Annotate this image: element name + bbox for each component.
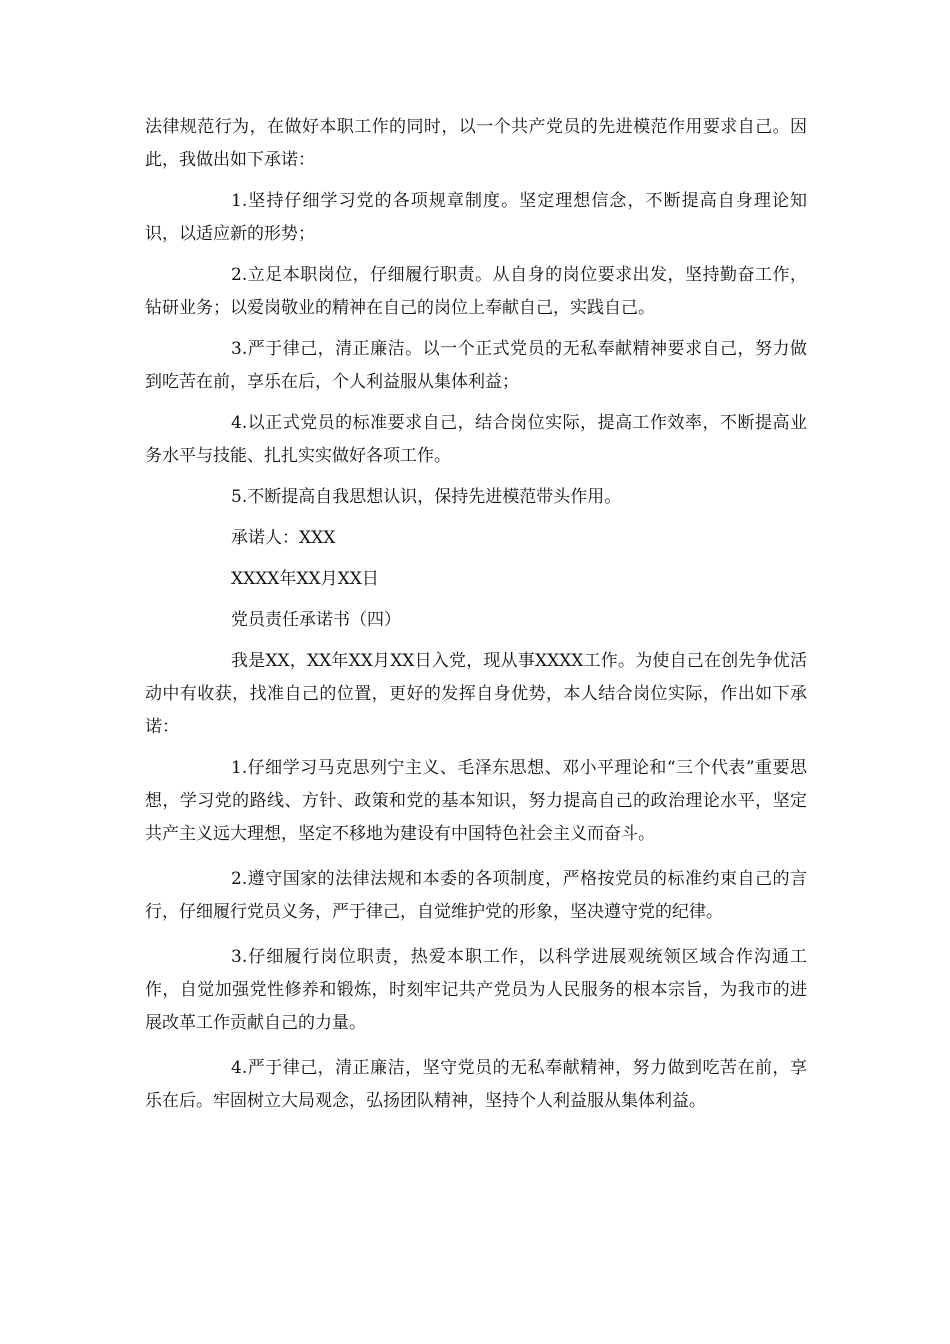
paragraph-pledge-1: 1.坚持仔细学习党的各项规章制度。坚定理想信念，不断提高自身理论知识，以适应新的形势； [145, 191, 807, 244]
section-title: 党员责任承诺书（四） [231, 610, 401, 630]
paragraph-section-pledge-3: 3.仔细履行岗位职责，热爱本职工作，以科学进展观统领区域合作沟通工作，自觉加强党性修养和锻炼，时刻牢记共产党员为人民服务的根本宗旨，为我市的进展改革工作贡献自己的力量。 [145, 947, 807, 1033]
paragraph-pledge-4: 4.以正式党员的标准要求自己，结合岗位实际，提高工作效率，不断提高业务水平与技能、扎扎实实做好各项工作。 [145, 413, 807, 466]
paragraph-section-pledge-2: 2.遵守国家的法律法规和本委的各项制度，严格按党员的标准约束自己的言行，仔细履行党员义务，严于律己，自觉维护党的形象，坚决遵守党的纪律。 [145, 869, 807, 922]
paragraph-pledge-5: 5.不断提高自我思想认识，保持先进模范带头作用。 [231, 487, 622, 507]
paragraph-section-pledge-1: 1.仔细学习马克思列宁主义、毛泽东思想、邓小平理论和“三个代表”重要思想，学习党的路线、方针、政策和党的基本知识，努力提高自己的政治理论水平，坚定共产主义远大理想，坚定不移地为建设有中国特色社会主义而奋斗。 [145, 758, 807, 844]
paragraph-section-intro: 我是XX，XX年XX月XX日入党，现从事XXXX工作。为使自己在创先争优活动中有收获，找准自己的位置，更好的发挥自身优势，本人结合岗位实际，作出如下承诺： [145, 651, 807, 737]
signatory-line: 承诺人：XXX [231, 528, 336, 548]
paragraph-section-pledge-4: 4.严于律己，清正廉洁，坚守党员的无私奉献精神，努力做到吃苦在前，享乐在后。牢固树立大局观念，弘扬团队精神，坚持个人利益服从集体利益。 [145, 1058, 807, 1111]
document-body [145, 111, 807, 1130]
paragraph-pledge-3: 3.严于律己，清正廉洁。以一个正式党员的无私奉献精神要求自己，努力做到吃苦在前，享乐在后，个人利益服从集体利益； [145, 339, 807, 392]
date-line: XXXX年XX月XX日 [231, 569, 379, 589]
paragraph-pledge-2: 2.立足本职岗位，仔细履行职责。从自身的岗位要求出发，坚持勤奋工作，钻研业务；以爱岗敬业的精神在自己的岗位上奉献自己，实践自己。 [145, 265, 807, 318]
paragraph-intro-continuation: 法律规范行为，在做好本职工作的同时，以一个共产党员的先进模范作用要求自己。因此，我做出如下承诺： [145, 117, 807, 170]
